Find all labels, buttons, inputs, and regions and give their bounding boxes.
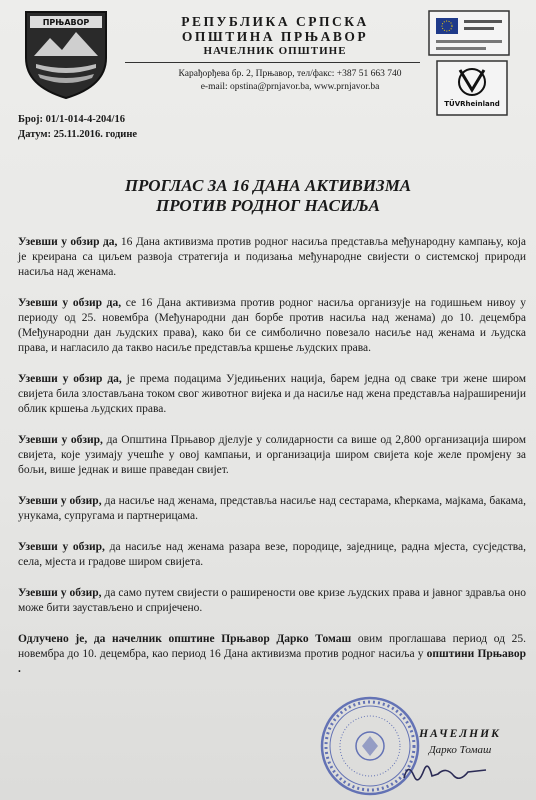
letterhead <box>160 14 390 59</box>
tuv-certificate-badge-icon <box>436 60 508 116</box>
paragraph-lead: Узевши у обзир, <box>18 541 105 553</box>
paragraph <box>18 296 526 356</box>
paragraph <box>18 540 526 570</box>
paragraph <box>18 494 526 524</box>
paragraph-text: да само путем свијести о раширености ове кризе људских права и јавног здравља оно може бити заустављено и спријечено. <box>18 587 526 614</box>
paragraph-lead: Узевши у обзир, <box>18 587 102 599</box>
municipality-crest-icon <box>20 8 112 100</box>
paragraph-text: да насиље над женама разара везе, породице, заједнице, радна мјеста, сусједства, села, мјеста и градове широм свијета. <box>18 541 526 568</box>
paragraph-lead: Узевши у обзир, <box>18 434 103 446</box>
paragraph-lead: Узевши у обзир да, <box>18 297 122 309</box>
title-line-1: ПРОГЛАС ЗА 16 ДАНА АКТИВИЗМА <box>124 176 412 195</box>
proclamation-body <box>18 235 526 693</box>
reference-date: Датум: 25.11.2016. године <box>18 129 138 140</box>
title-line-2: ПРОТИВ РОДНОГ НАСИЉА <box>156 196 380 215</box>
reference-number: Број: 01/1-014-4-204/16 <box>18 114 125 125</box>
paragraph-text: се 16 Дана активизма против родног насиља организује на годишњем нивоу у периоду од 25. новембра (Међународни дан борбе против насиља над женама) до 10. децембра (Међународни дан људских права), како би се симболично повезало насиље над женама и људска права, и нагласило да такво насиље представља кршење људских права. <box>18 297 526 354</box>
decision-lead: Одлучено је, да начелник општине Прњавор Дарко Томаш <box>18 633 352 645</box>
decision-text: овим проглашава период од 25. новембра до 10. децембра, као период 16 Дана активизма против родног насиља у <box>18 633 526 660</box>
paragraph-text: да Општина Прњавор дјелује у солидарности са више од 2,800 организација широм свијета, које узимају учешће у овој кампањи, и организација широм свијета које желе промјену за бољи, више једнак и више праведан свијет. <box>18 434 526 476</box>
cert2-label: TÜVRheinland <box>444 100 500 108</box>
document-reference <box>18 112 137 142</box>
eu-certificate-badge-icon <box>428 10 510 56</box>
paragraph <box>18 586 526 616</box>
paragraph-lead: Узевши у обзир да, <box>18 373 122 385</box>
paragraph <box>18 433 526 478</box>
signatory-title: НАЧЕЛНИК <box>419 728 501 740</box>
paragraph-text: 16 Дана активизма против родног насиља представља међународну кампању, која је креирана са циљем развоја стратегија и подизања међународне свијести о системској природи насиља над женама. <box>18 236 527 278</box>
paragraph <box>18 235 526 280</box>
paragraph-text: да насиље над женама, представља насиље над сестарама, кћеркама, мајкама, бакама, унукама, супругама и партнерицама. <box>18 495 526 522</box>
decision-end: општини Прњавор . <box>18 648 526 675</box>
municipality-name: ОПШТИНА ПРЊАВОР <box>181 29 369 44</box>
crest-label: ПРЊАВОР <box>42 18 90 27</box>
decision-paragraph <box>18 632 526 677</box>
address-line: Карађорђева бр. 2, Прњавор, тел/факс: +387 51 663 740 <box>178 69 402 79</box>
handwritten-signature-icon <box>398 756 498 790</box>
signatory-name: Дарко Томаш <box>428 744 492 756</box>
paragraph-lead: Узевши у обзир да, <box>18 236 118 248</box>
email-web-line: e-mail: opstina@prnjavor.ba, www.prnjavor.ba <box>200 82 380 92</box>
header-divider <box>125 62 420 63</box>
proclamation-title <box>0 176 536 216</box>
republic-name: РЕПУБЛИКА СРПСКА <box>181 14 369 29</box>
paragraph <box>18 372 526 417</box>
contact-address <box>140 68 440 94</box>
office-name: НАЧЕЛНИК ОПШТИНЕ <box>203 45 347 57</box>
paragraph-lead: Узевши у обзир, <box>18 495 102 507</box>
paragraph-text: је према подацима Уједињених нација, барем једна од сваке три жене широм свијета била злостављана током свог животног вијека и да насиље над жена представља најраширенији облик кршења људских права. <box>18 373 526 415</box>
